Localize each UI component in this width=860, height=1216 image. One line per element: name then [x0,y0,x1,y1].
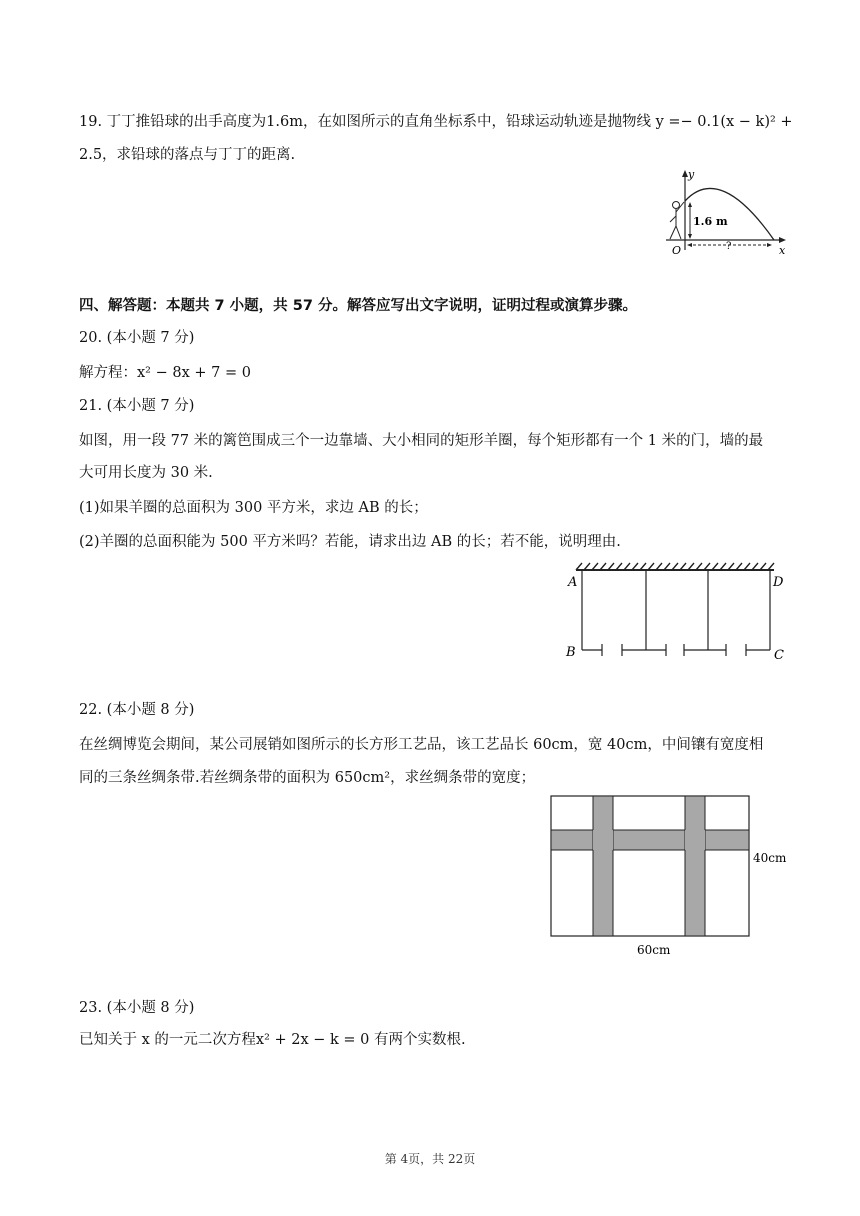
q20-header: 20. (本小题 7 分) [79,330,195,346]
fig19-origin-label: O [672,244,682,257]
q20-text: 解方程：x² − 8x + 7 = 0 [79,365,251,381]
q22-header: 22. (本小题 8 分) [79,702,195,718]
fig22-width-label: 60cm [637,943,671,957]
q21-header: 21. (本小题 7 分) [79,398,195,414]
fig19-x-label: x [779,244,786,257]
q22-line-1: 在丝绸博览会期间，某公司展销如图所示的长方形工艺品，该工艺品长 60cm，宽 40cm，中间镶有宽度相 [79,737,764,753]
section-heading: 四、解答题：本题共 7 小题，共 57 分。解答应写出文字说明，证明过程或演算步骤。 [79,298,637,314]
q19-line-1: 19. 丁丁推铅球的出手高度为1.6m，在如图所示的直角坐标系中，铅球运动轨迹是抛物线 y =− 0.1(x − k)² + [79,114,793,130]
q23-text: 已知关于 x 的一元二次方程x² + 2x − k = 0 有两个实数根. [79,1032,466,1048]
sheep-pen-figure [562,558,792,668]
fig21-label-a: A [568,575,578,590]
q23-header: 23. (本小题 8 分) [79,1000,195,1016]
page-footer: 第 4页，共 22页 [384,1152,476,1166]
fig21-label-d: D [773,575,784,590]
q21-part-1: (1)如果羊圈的总面积为 300 平方米，求边 AB 的长； [79,500,428,516]
q19-line-2: 2.5，求铅球的落点与丁丁的距离. [79,147,296,163]
fig19-distance-label: ? [726,241,732,252]
fig19-y-label: y [688,168,695,181]
fig21-label-c: C [774,648,784,663]
q21-line-1: 如图，用一段 77 米的篱笆围成三个一边靠墙、大小相同的矩形羊圈，每个矩形都有一个 1 米的门，墙的最 [79,433,764,449]
q22-line-2: 同的三条丝绸条带.若丝绸条带的面积为 650cm²，求丝绸条带的宽度； [79,770,536,786]
shotput-figure [660,168,790,258]
fig22-height-label: 40cm [753,851,787,865]
q21-line-2: 大可用长度为 30 米. [79,465,213,481]
silk-craft-figure [549,794,799,964]
fig21-label-b: B [566,645,576,660]
q21-part-2: (2)羊圈的总面积能为 500 平方米吗？若能，请求出边 AB 的长；若不能，说明理由. [79,534,621,550]
fig19-height-label: 1.6 m [693,215,728,228]
